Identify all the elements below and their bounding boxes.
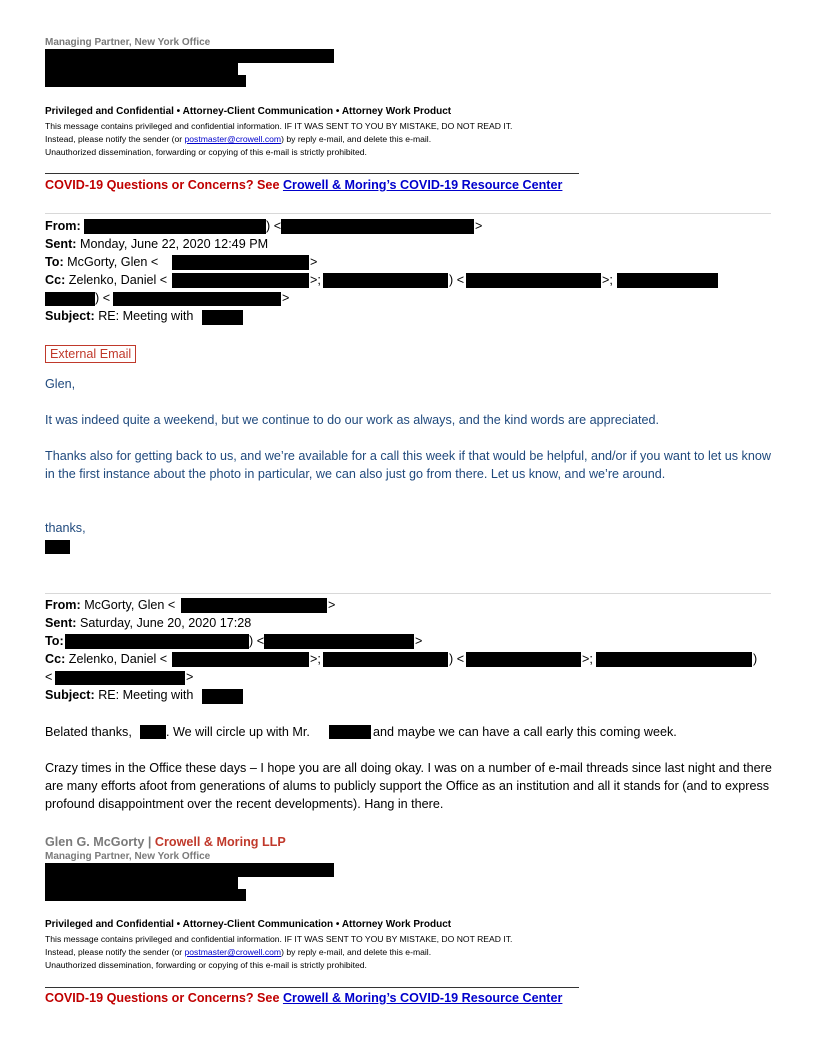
email1-from-punct: > xyxy=(475,219,483,233)
email1-cc-punct: > xyxy=(282,291,290,305)
signature-title: Managing Partner, New York Office xyxy=(45,851,211,862)
email2-cc-punct: ) xyxy=(753,652,758,666)
redacted-block xyxy=(466,273,601,288)
redacted-block xyxy=(113,292,281,306)
email2-cc-punct: ) < xyxy=(449,652,465,666)
redacted-block xyxy=(55,671,185,685)
redacted-block xyxy=(617,273,718,288)
email1-cc-punct: >; xyxy=(602,273,613,287)
email-separator xyxy=(45,593,771,594)
email1-cc-punct: ) < xyxy=(449,273,465,287)
email2-to-line: To: xyxy=(45,634,64,648)
confidentiality-notice-line: Instead, please notify the sender (or postmaster@crowell.com) by reply e-mail, and delete this e-mail. xyxy=(45,134,432,144)
divider xyxy=(45,987,579,988)
email2-from-punct: > xyxy=(328,598,336,612)
confidentiality-notice-line: Instead, please notify the sender (or postmaster@crowell.com) by reply e-mail, and delete this e-mail. xyxy=(45,947,432,957)
email1-from-line: From: xyxy=(45,219,81,233)
redacted-block xyxy=(329,725,371,739)
confidentiality-notice-line: Unauthorized dissemination, forwarding or copying of this e-mail is strictly prohibited. xyxy=(45,960,367,970)
email2-subject-line: Subject: RE: Meeting with xyxy=(45,688,194,702)
privileged-heading: Privileged and Confidential • Attorney-Client Communication • Attorney Work Product xyxy=(45,106,452,117)
email1-cc-punct: ) < xyxy=(95,291,111,305)
email1-sent-line: Sent: Monday, June 22, 2020 12:49 PM xyxy=(45,237,269,251)
redacted-block xyxy=(172,273,309,288)
email2-sent-line: Sent: Saturday, June 20, 2020 17:28 xyxy=(45,616,252,630)
email-separator xyxy=(45,213,771,214)
signature-name: Glen G. McGorty | Crowell & Moring LLP xyxy=(45,835,286,849)
redacted-block xyxy=(596,652,752,667)
redacted-block xyxy=(172,255,309,270)
postmaster-email-link[interactable]: postmaster@crowell.com xyxy=(184,134,282,144)
redacted-block xyxy=(181,598,327,613)
email2-cc-punct: > xyxy=(186,670,194,684)
redacted-block xyxy=(45,292,95,306)
email2-paragraph: Crazy times in the Office these days – I hope you are all doing okay. I was on a number of e-mail threads since last night and there are many efforts afoot from generations of alums to publicly support the Office as an institution and all it stands for (and to express profound disappointment over the recent developments). Hang in there. xyxy=(45,761,772,811)
email2-to-punct: ) < xyxy=(249,634,265,648)
redacted-block xyxy=(281,219,474,234)
email1-cc-punct: >; xyxy=(310,273,321,287)
redacted-block xyxy=(45,75,246,87)
email2-cc-punct: >; xyxy=(582,652,593,666)
redacted-block xyxy=(140,725,166,739)
redacted-block xyxy=(45,49,334,63)
redacted-signature xyxy=(45,540,70,554)
email1-paragraph: It was indeed quite a weekend, but we continue to do our work as always, and the kind words are appreciated. xyxy=(45,413,659,427)
redacted-block xyxy=(264,634,414,649)
divider xyxy=(45,173,579,174)
redacted-block xyxy=(172,652,309,667)
redacted-block xyxy=(202,310,243,325)
redacted-block xyxy=(65,634,249,649)
email1-from-punct: ) < xyxy=(266,219,282,233)
firm-name: Crowell & Moring LLP xyxy=(154,835,286,849)
email1-greeting: Glen, xyxy=(45,377,76,391)
covid-resource-link[interactable]: Crowell & Moring’s COVID-19 Resource Center xyxy=(282,991,563,1005)
privileged-heading: Privileged and Confidential • Attorney-Client Communication • Attorney Work Product xyxy=(45,919,452,930)
redacted-block xyxy=(45,63,238,75)
email2-cc-punct: < xyxy=(45,670,53,684)
signature-title: Managing Partner, New York Office xyxy=(45,37,211,48)
email1-closing: thanks, xyxy=(45,521,86,535)
email2-line: Belated thanks, xyxy=(45,725,132,739)
email1-paragraph: Thanks also for getting back to us, and we’re available for a call this week if that would be helpful, and/or if you want to let us know in the first instance about the photo in particular, we can also just go from there. Let us know, and we’re around. xyxy=(45,449,771,481)
redacted-block xyxy=(202,689,243,704)
redacted-block xyxy=(45,889,246,901)
email2-from-line: From: McGorty, Glen < xyxy=(45,598,176,612)
covid-resource-link[interactable]: Crowell & Moring’s COVID-19 Resource Center xyxy=(282,178,563,192)
covid-notice: COVID-19 Questions or Concerns? See Crowell & Moring’s COVID-19 Resource Center xyxy=(45,178,563,192)
redacted-block xyxy=(45,877,238,889)
redacted-block xyxy=(466,652,581,667)
email2-to-punct: > xyxy=(415,634,423,648)
email2-cc-punct: >; xyxy=(310,652,321,666)
email1-to-line: To: McGorty, Glen < xyxy=(45,255,159,269)
email2-cc-line: Cc: Zelenko, Daniel < xyxy=(45,652,168,666)
redacted-block xyxy=(84,219,266,234)
email1-subject-line: Subject: RE: Meeting with xyxy=(45,309,194,323)
postmaster-email-link[interactable]: postmaster@crowell.com xyxy=(184,947,282,957)
confidentiality-notice-line: This message contains privileged and confidential information. IF IT WAS SENT TO YOU BY MISTAKE, DO NOT READ IT. xyxy=(45,121,513,131)
confidentiality-notice-line: This message contains privileged and confidential information. IF IT WAS SENT TO YOU BY MISTAKE, DO NOT READ IT. xyxy=(45,934,513,944)
external-email-badge: External Email xyxy=(45,345,136,363)
email2-line: and maybe we can have a call early this coming week. xyxy=(373,725,677,739)
redacted-block xyxy=(323,652,448,667)
redacted-block xyxy=(323,273,448,288)
confidentiality-notice-line: Unauthorized dissemination, forwarding or copying of this e-mail is strictly prohibited. xyxy=(45,147,367,157)
email1-to-punct: > xyxy=(310,255,318,269)
redacted-block xyxy=(45,863,334,877)
email1-cc-line: Cc: Zelenko, Daniel < xyxy=(45,273,168,287)
email2-line: . We will circle up with Mr. xyxy=(166,725,310,739)
covid-notice: COVID-19 Questions or Concerns? See Crowell & Moring’s COVID-19 Resource Center xyxy=(45,991,563,1005)
